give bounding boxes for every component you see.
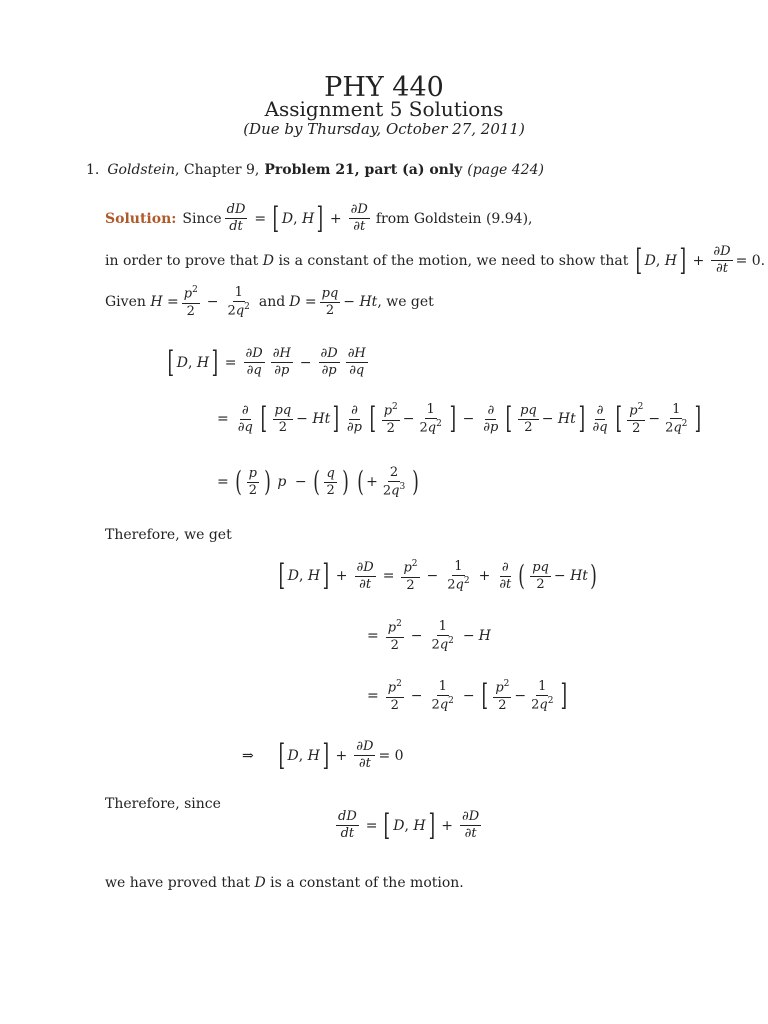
problem-ref: Problem 21, part (a) only (264, 162, 463, 178)
equation-final: $\frac{dD}{dt}$ = [ D , H ] + $\frac{\partial D}{\partial t}$ (338, 807, 480, 843)
given-text: Given (105, 294, 146, 311)
page-title: PHY 440 (324, 72, 444, 103)
assignment-subtitle: Assignment 5 Solutions (264, 97, 504, 121)
equation-result: ⇒ [ D , H ] + $\frac{\partial D}{\partial t}$ = 0 (242, 737, 404, 773)
problem-number: 1. (86, 162, 100, 178)
since-text: Since (182, 210, 222, 227)
book-name: Goldstein (107, 162, 176, 178)
we-get-text: , we get (377, 294, 434, 311)
page-ref: (page 424) (467, 162, 544, 178)
equation-evaluated: = ( $\frac{p}{2}$ ) p − ( $\frac{q}{2}$ ) ( + $\frac{2}{2q^3}$ ) (217, 465, 419, 499)
from-goldstein-text: from Goldstein (9.94), (375, 210, 533, 227)
conclusion-prefix: we have proved that (105, 875, 251, 891)
and-text: and (258, 294, 286, 311)
dd-dt-fraction: $\frac{dD}{dt}$ (226, 202, 246, 235)
therefore-since: Therefore, since (105, 796, 221, 812)
prove-mid-text: is a constant of the motion, we need to show that (278, 252, 629, 269)
problem-statement (86, 162, 544, 178)
due-date: (Due by Thursday, October 27, 2011) (243, 120, 525, 138)
solution-label: Solution: (105, 210, 177, 227)
equation-substituted: = $\frac{p^2}{2}$ − $\frac{1}{2q^2}$ − [ $\frac{p^2}{2}$ − $\frac{1}{2q^2}$ ] (367, 678, 568, 714)
equation-expanded: = $\frac{\partial}{\partial q}$ [ $\frac{pq}{2}$ − Ht ] $\frac{\partial}{\partial p}$ [ $\frac{p^2}{2}$ − $\frac{1}{2q^2}$ ] − $\frac{\partial}{\partial p}$ [ $\frac{pq}{2}$ − Ht ] $\frac{\partial}{\partial q}$ [ $\frac{p^2}{2}$ − $\frac{1}{2q^2}$ ] (217, 401, 702, 437)
therefore-we-get: Therefore, we get (105, 527, 232, 543)
given-line: Given H = $\frac{p^2}{2}$ − $\frac{1}{2q^2}$ and D = $\frac{pq}{2}$ − Ht , we get (105, 285, 434, 319)
conclusion-line: we have proved that D is a constant of the motion. (105, 875, 464, 891)
equation-bracket-definition: [ D , H ] = $\frac{\partial D}{\partial q}$ $\frac{\partial H}{\partial p}$ − $\frac{\partial D}{\partial p}$ $\frac{\partial H}{\partial q}$ (167, 344, 366, 380)
prove-line: in order to prove that D is a constant of the motion, we need to show that [ D , H ] + $\frac{\partial D}{\partial t}$ = 0. (105, 242, 766, 278)
equation-total: [ D , H ] + $\frac{\partial D}{\partial t}$ = $\frac{p^2}{2}$ − $\frac{1}{2q^2}$ + $\frac{\partial}{\partial t}$ ( $\frac{pq}{2}$ − Ht ) (278, 558, 597, 594)
chapter-ref: , Chapter 9, (175, 162, 260, 178)
conclusion-suffix: is a constant of the motion. (270, 875, 464, 891)
solution-line: Solution: Since $\frac{dD}{dt}$ = [ D , H ] + $\frac{\partial D}{\partial t}$ from Goldstein (9.94), (105, 200, 533, 236)
equation-minus-h: = $\frac{p^2}{2}$ − $\frac{1}{2q^2}$ − H (367, 619, 491, 653)
prove-prefix-text: in order to prove that (105, 252, 259, 269)
